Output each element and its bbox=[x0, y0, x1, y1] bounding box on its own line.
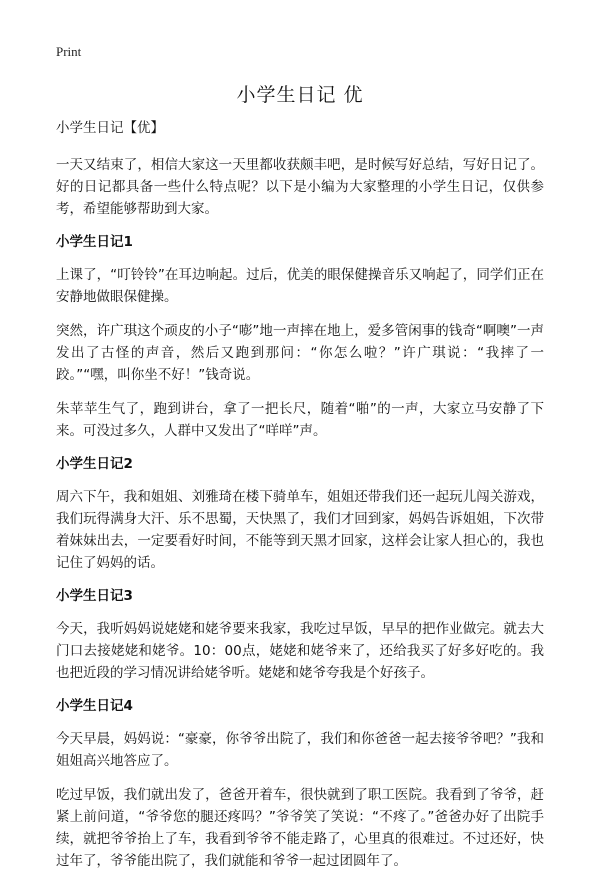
section-title-4: 小学生日记4 bbox=[56, 698, 133, 714]
section-title-3: 小学生日记3 bbox=[56, 588, 133, 604]
article-subtitle: 小学生日记【优】 bbox=[56, 120, 164, 136]
section-4-paragraph-1: 今天早晨，妈妈说：“豪豪，你爷爷出院了，我们和你爸爸一起去接爷爷吧？”我和姐姐高兴地答应了。 bbox=[56, 731, 544, 769]
section-1-paragraph-3: 朱苹苹生气了，跑到讲台，拿了一把长尺，随着“啪”的一声，大家立马安静了下来。可没过多久，人群中又发出了“咩咩”声。 bbox=[56, 401, 544, 439]
section-title-1: 小学生日记1 bbox=[56, 234, 133, 250]
section-3-paragraph-1: 今天，我听妈妈说姥姥和姥爷要来我家，我吃过早饭，早早的把作业做完。就去大门口去接姥姥和姥爷。10：00点，姥姥和姥爷来了，还给我买了好多好吃的。我也把近段的学习情况讲给姥爷听。姥姥和姥爷夸我是个好孩子。 bbox=[56, 621, 544, 681]
page-title: 小学生日记 优 bbox=[236, 84, 364, 106]
section-1-paragraph-2: 突然，许广琪这个顽皮的小子“嘭”地一声摔在地上，爱多管闲事的钱奇“啊噢”一声发出了古怪的声音，然后又跑到那问：“你怎么啦？”许广琪说：“我摔了一跤。”“嘿，叫你坐不好！”钱奇说。 bbox=[56, 323, 544, 383]
intro-paragraph: 一天又结束了，相信大家这一天里都收获颇丰吧，是时候写好总结，写好日记了。好的日记都具备一些什么特点呢？以下是小编为大家整理的小学生日记，仅供参考，希望能够帮助到大家。 bbox=[56, 157, 544, 217]
print-link[interactable]: Print bbox=[56, 44, 82, 59]
article-body bbox=[56, 118, 544, 884]
section-1-paragraph-1: 上课了，“叮铃铃”在耳边响起。过后，优美的眼保健操音乐又响起了，同学们正在安静地做眼保健操。 bbox=[56, 267, 544, 305]
section-2-paragraph-1: 周六下午，我和姐姐、刘雅琦在楼下骑单车，姐姐还带我们还一起玩儿闯关游戏，我们玩得满身大汗、乐不思蜀，天快黑了，我们才回到家，妈妈告诉姐姐，下次带着妹妹出去，一定要看好时间，不能等到天黑才回家，这样会让家人担心的，我也记住了妈妈的话。 bbox=[56, 489, 544, 571]
section-4-paragraph-2: 吃过早饭，我们就出发了，爸爸开着车，很快就到了职工医院。我看到了爷爷，赶紧上前问道，“爷爷您的腿还疼吗？”爷爷笑了笑说：“不疼了。”爸爸办好了出院手续，就把爷爷抬上了车，我看到爷爷不能走路了，心里真的很难过。不过还好，快过年了，爷爷能出院了，我们就能和爷爷一起过团圆年了。 bbox=[56, 787, 544, 869]
section-title-2: 小学生日记2 bbox=[56, 456, 133, 472]
